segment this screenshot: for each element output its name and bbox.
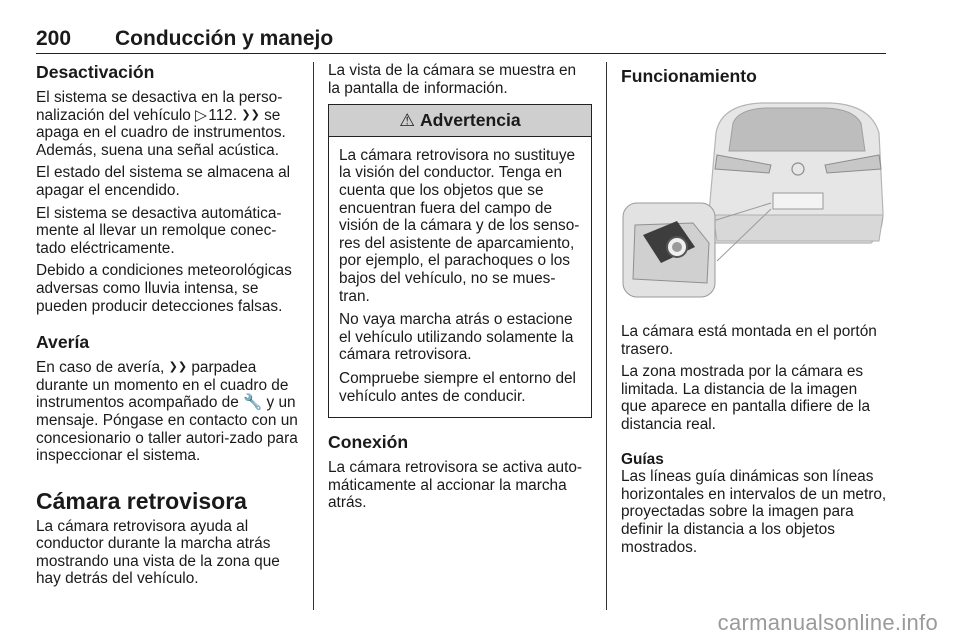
paragraph: La cámara retrovisora ayuda al conductor durante la marcha atrás mostrando una vista de la zona que hay detrás del vehículo. <box>36 517 280 588</box>
paragraph: Las líneas guía dinámicas son líneas horizontales en intervalos de un metro, proyectadas sobre la imagen para definir la distancia a los objetos mostrados. <box>621 468 887 556</box>
column-2 <box>328 62 592 517</box>
rear-camera-illustration <box>621 93 885 305</box>
warning-paragraph: La cámara retrovisora no sustituye la visión del conductor. Tenga en cuenta que los objetos que se encuentran fuera del campo de visión de la cámara y de los senso-res del asistente de aparcamiento, por ejemplo, el parachoques o los bajos del vehículo, no se mues-tran. <box>339 146 580 305</box>
wrench-icon: 🔧 <box>243 394 263 412</box>
chapter-title: Conducción y manejo <box>115 27 334 50</box>
park-assist-icon: ❯❯ <box>241 108 260 121</box>
column-divider <box>313 62 314 610</box>
warning-paragraph: No vaya marcha atrás o estacione el vehículo utilizando solamente la cámara retrovisora. <box>339 311 574 364</box>
park-assist-icon: ❯❯ <box>168 361 188 374</box>
paragraph: El estado del sistema se almacena al apagar el encendido. <box>36 164 291 199</box>
paragraph: La cámara retrovisora se activa auto-máticamente al accionar la marcha atrás. <box>328 459 583 512</box>
page-header <box>36 27 886 54</box>
paragraph: En caso de avería, ❯❯ parpadea durante un momento en el cuadro de instrumentos acompañado de 🔧 y un mensaje. Póngase en contacto con un concesionario o taller autori-zado para inspeccionar el sistema. <box>36 359 298 465</box>
reference-arrow-icon: ▷ <box>195 106 207 124</box>
warning-paragraph: Compruebe siempre el entorno del vehículo antes de conducir. <box>339 369 576 405</box>
column-3 <box>621 62 887 561</box>
warning-title: Advertencia <box>419 110 521 131</box>
warning-triangle-icon: ⚠ <box>399 110 416 131</box>
page-number: 200 <box>36 27 72 50</box>
warning-header <box>329 105 591 137</box>
heading-camara-retrovisora: Cámara retrovisora <box>36 487 247 514</box>
heading-desactivacion: Desactivación <box>36 62 155 82</box>
paragraph: La cámara está montada en el portón trasero. <box>621 323 877 358</box>
heading-guias: Guías <box>621 450 664 468</box>
paragraph: La vista de la cámara se muestra en la pantalla de información. <box>328 62 577 97</box>
paragraph: Debido a condiciones meteorológicas adversas como lluvia intensa, se pueden producir detecciones falsas. <box>36 262 292 315</box>
watermark: carmanualsonline.info <box>717 610 938 635</box>
column-1 <box>36 62 302 593</box>
heading-conexion: Conexión <box>328 432 409 453</box>
column-divider <box>606 62 607 610</box>
paragraph: El sistema se desactiva automática-mente al llevar un remolque conec-tado eléctricamente. <box>36 204 282 257</box>
warning-box <box>328 104 592 418</box>
heading-averia: Avería <box>36 332 90 353</box>
paragraph: El sistema se desactiva en la perso-nalización del vehículo ▷ 112. ❯❯ se apaga en el cuadro de instrumentos. Además, suena una señal acústica. <box>36 89 286 159</box>
page-reference[interactable]: 112 <box>208 106 233 124</box>
paragraph: La zona mostrada por la cámara es limitada. La distancia de la imagen que aparece en pantalla difiere de la distancia real. <box>621 363 871 433</box>
heading-funcionamiento: Funcionamiento <box>621 66 757 86</box>
